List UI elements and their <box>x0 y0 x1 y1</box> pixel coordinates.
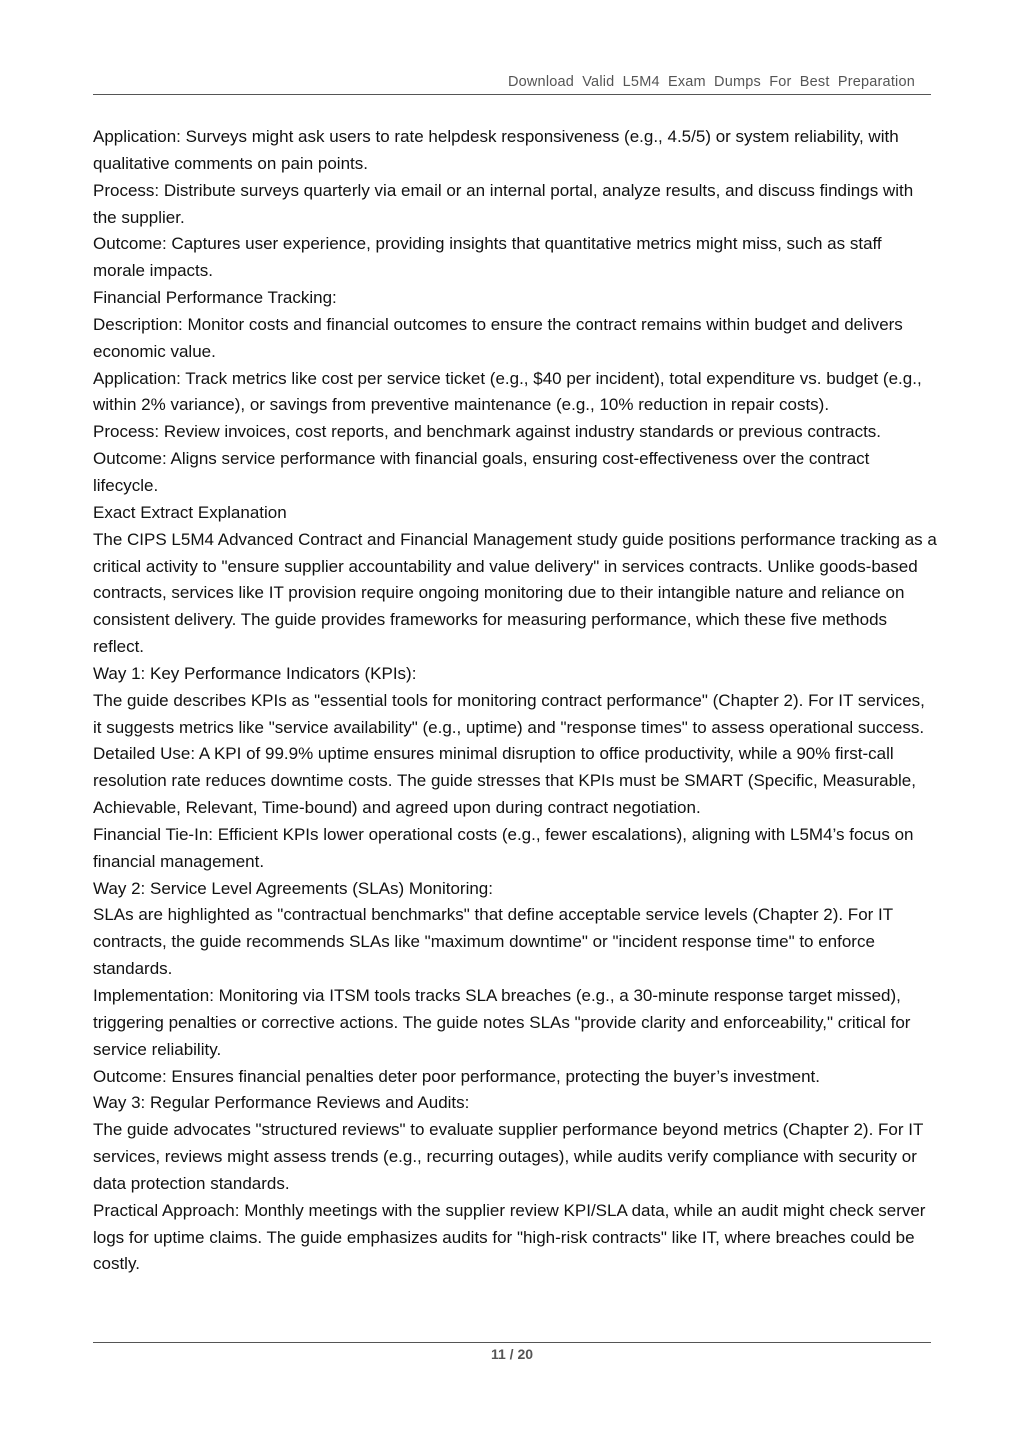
paragraph: Outcome: Ensures financial penalties deter poor performance, protecting the buyer’s investment. <box>93 1066 820 1086</box>
document-body <box>93 124 938 1278</box>
paragraph: Application: Surveys might ask users to rate helpdesk responsiveness (e.g., 4.5/5) or system reliability, with qualitative comments on pain points. <box>93 127 899 173</box>
paragraph: Financial Tie-In: Efficient KPIs lower operational costs (e.g., fewer escalations), aligning with L5M4’s focus on financial management. <box>93 824 914 871</box>
page-header <box>93 72 931 95</box>
section-heading: Exact Extract Explanation <box>93 502 287 522</box>
section-heading: Financial Performance Tracking: <box>93 288 337 308</box>
paragraph: Process: Distribute surveys quarterly via email or an internal portal, analyze results, and discuss findings with the supplier. <box>93 180 914 227</box>
paragraph: The CIPS L5M4 Advanced Contract and Financial Management study guide positions performance tracking as a critical activity to "ensure supplier accountability and value delivery" in services contracts. Unlike goods-based contracts, services like IT provision require ongoing monitoring due to their intangible nature and reliance on consistent delivery. The guide provides frameworks for measuring performance, which these five methods reflect. <box>93 529 937 657</box>
paragraph: The guide describes KPIs as "essential tools for monitoring contract performance" (Chapter 2). For IT services, it suggests metrics like "service availability" (e.g., uptime) and "response times" to assess operational success. <box>93 690 925 737</box>
section-heading: Way 1: Key Performance Indicators (KPIs): <box>93 663 417 683</box>
paragraph: Description: Monitor costs and financial outcomes to ensure the contract remains within budget and delivers economic value. <box>93 314 903 361</box>
paragraph: Application: Track metrics like cost per service ticket (e.g., $40 per incident), total expenditure vs. budget (e.g., within 2% variance), or savings from preventive maintenance (e.g., 10% reduction in repair costs). <box>93 368 922 415</box>
section-heading: Way 3: Regular Performance Reviews and Audits: <box>93 1093 470 1113</box>
paragraph: Outcome: Captures user experience, providing insights that quantitative metrics might miss, such as staff morale impacts. <box>93 234 882 281</box>
page-number: 11 / 20 <box>490 1346 534 1362</box>
paragraph: The guide advocates "structured reviews" to evaluate supplier performance beyond metrics (Chapter 2). For IT services, reviews might assess trends (e.g., recurring outages), while audits verify compliance with security or data protection standards. <box>93 1120 924 1193</box>
section-heading: Way 2: Service Level Agreements (SLAs) Monitoring: <box>93 878 493 898</box>
paragraph: Practical Approach: Monthly meetings with the supplier review KPI/SLA data, while an audit might check server logs for uptime claims. The guide emphasizes audits for "high-risk contracts" like IT, where breaches could be costly. <box>93 1200 926 1274</box>
paragraph: SLAs are highlighted as "contractual benchmarks" that define acceptable service levels (Chapter 2). For IT contracts, the guide recommends SLAs like "maximum downtime" or "incident response time" to enforce standards. <box>93 905 893 979</box>
paragraph: Process: Review invoices, cost reports, and benchmark against industry standards or previous contracts. <box>93 422 882 442</box>
paragraph: Implementation: Monitoring via ITSM tools tracks SLA breaches (e.g., a 30-minute response target missed), triggering penalties or corrective actions. The guide notes SLAs "provide clarity and enforceability," critical for service reliability. <box>93 986 911 1059</box>
footer-divider <box>93 1342 931 1343</box>
paragraph: Detailed Use: A KPI of 99.9% uptime ensures minimal disruption to office productivity, while a 90% first-call resolution rate reduces downtime costs. The guide stresses that KPIs must be SMART (Specific, Measurable, Achievable, Relevant, Time-bound) and agreed upon during contract negotiation. <box>93 744 916 818</box>
header-title: Download Valid L5M4 Exam Dumps For Best Preparation <box>507 74 915 90</box>
paragraph: Outcome: Aligns service performance with financial goals, ensuring cost-effectiveness over the contract lifecycle. <box>93 449 870 495</box>
